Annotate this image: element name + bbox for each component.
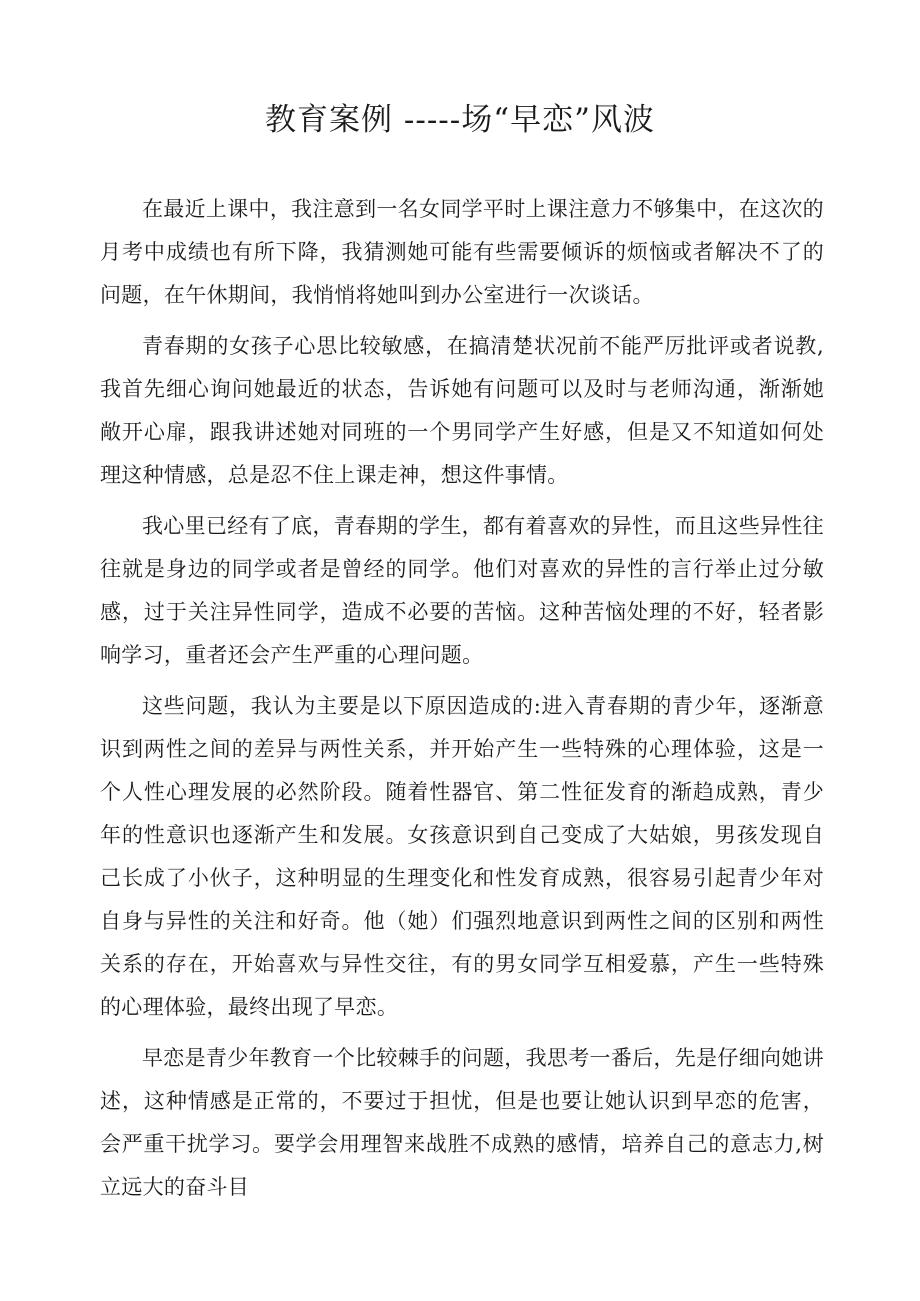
paragraph-3: 我心里已经有了底，青春期的学生，都有着喜欢的异性，而且这些异性往往就是身边的同学或者是曾经的同学。他们对喜欢的异性的言行举止过分敏感，过于关注异性同学，造成不必要的苦恼。这种苦恼处理的不好，轻者影响学习，重者还会产生严重的心理问题。	[100, 514, 824, 667]
paragraph-2: 青春期的女孩子心思比较敏感，在搞清楚状况前不能严厉批评或者说教,我首先细心询问她最近的状态，告诉她有问题可以及时与老师沟通，渐渐她敞开心扉，跟我讲述她对同班的一个男同学产生好感，但是又不知道如何处理这种情感，总是忍不住上课走神，想这件事情。	[100, 334, 824, 487]
document-title: 教育案例 -----场“早恋”风波	[265, 102, 655, 138]
paragraph-4: 这些问题，我认为主要是以下原因造成的:进入青春期的青少年，逐渐意识到两性之间的差异与两性关系，并开始产生一些特殊的心理体验，这是一个人性心理发展的必然阶段。随着性器官、第二性征发育的渐趋成熟，青少年的性意识也逐渐产生和发展。女孩意识到自己变成了大姑娘，男孩发现自己长成了小伙子，这种明显的生理变化和性发育成熟，很容易引起青少年对自身与异性的关注和好奇。他（她）们强烈地意识到两性之间的区别和两性关系的存在，开始喜欢与异性交往，有的男女同学互相爱慕，产生一些特殊的心理体验，最终出现了早恋。	[100, 694, 824, 1019]
document-body	[100, 188, 824, 1217]
paragraph-1: 在最近上课中，我注意到一名女同学平时上课注意力不够集中，在这次的月考中成绩也有所下降，我猜测她可能有些需要倾诉的烦恼或者解决不了的问题，在午休期间，我悄悄将她叫到办公室进行一次谈话。	[100, 197, 824, 307]
paragraph-5: 早恋是青少年教育一个比较棘手的问题，我思考一番后，先是仔细向她讲述，这种情感是正常的，不要过于担忧，但是也要让她认识到早恋的危害，会严重干扰学习。要学会用理智来战胜不成熟的感情，培养自己的意志力,树立远大的奋斗目	[100, 1046, 824, 1199]
